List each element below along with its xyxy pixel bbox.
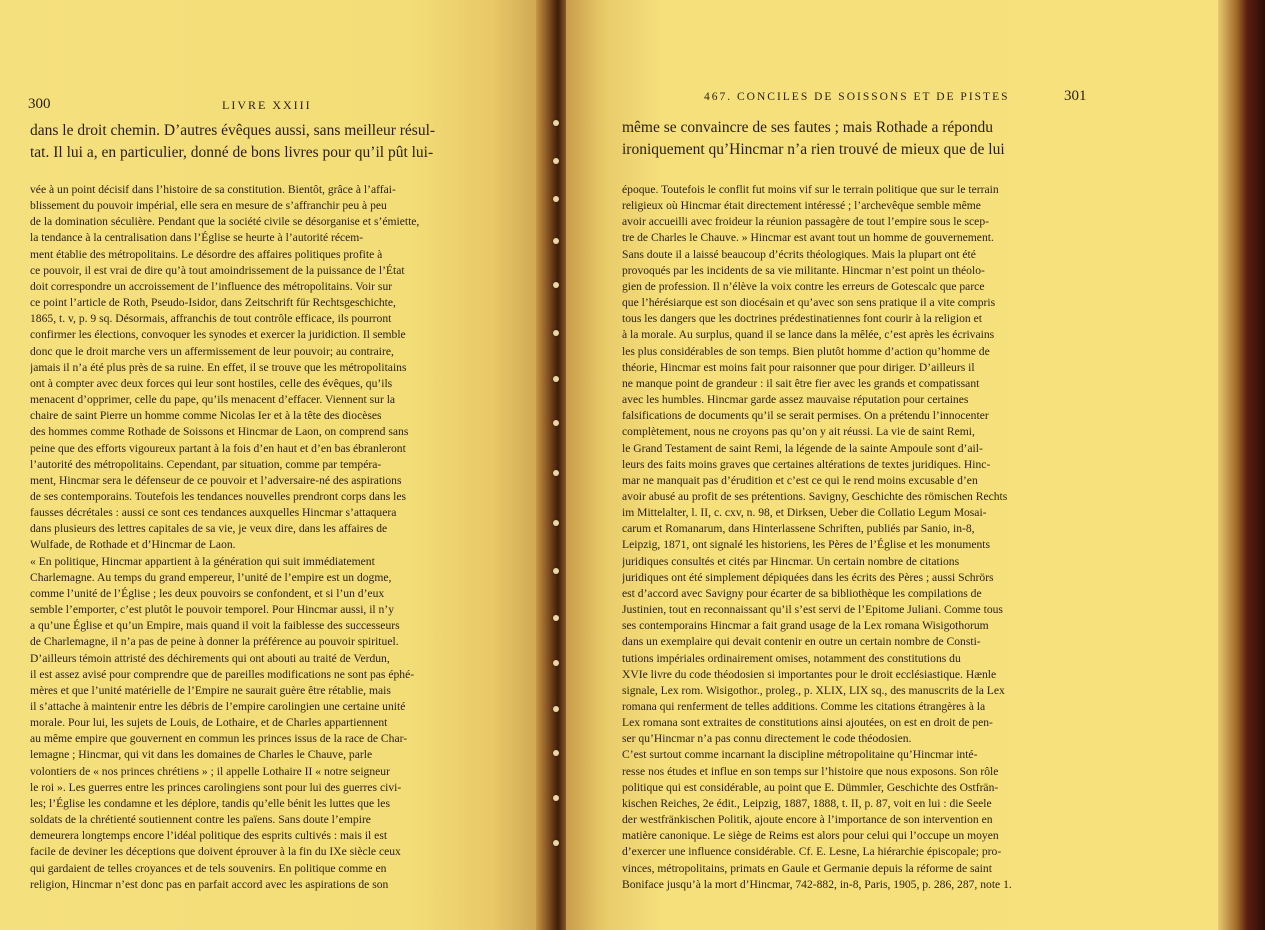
page-number: 301 xyxy=(1064,88,1087,104)
footnote-line: vée à un point décisif dans l’histoire de sa constitution. Bientôt, grâce à l’affai- xyxy=(30,183,396,196)
stitch xyxy=(553,420,559,426)
footnote-line: comme l’unité de l’Église ; les deux pouvoirs se confondent, et si l’un d’eux xyxy=(30,586,385,600)
footnote-line: Justinien, tout en reconnaissant qu’il s’est servi de l’Epitome Juliani. Comme tous xyxy=(622,603,1003,617)
stitch xyxy=(553,840,559,846)
footnote-line: avoir accueilli avec froideur la réunion passagère de tout l’empire sous le scep- xyxy=(622,215,989,229)
stitch xyxy=(553,330,559,336)
footnote-line: 1865, t. v, p. 9 sq. Désormais, affranchis de tout contrôle efficace, ils pourront xyxy=(30,312,392,326)
footnote-line: volontiers de « nos princes chrétiens » ; il appelle Lothaire II « notre seigneur xyxy=(30,764,390,778)
footnote-line: les; l’Église les condamne et les déplore, tandis qu’elle bénit les luttes que les xyxy=(30,796,390,810)
main-text xyxy=(30,120,498,164)
main-text xyxy=(622,117,1092,161)
footnote-line: avec les humbles. Hincmar garde assez mauvaise réputation pour certaines xyxy=(622,393,969,407)
stitch xyxy=(553,660,559,666)
footnote-line: il est assez avisé pour comprendre que de pareilles modifications ne sont pas éphé- xyxy=(30,667,415,681)
text-line: ironiquement qu’Hincmar n’a rien trouvé de mieux que de lui xyxy=(622,141,1005,158)
footnote-line: Lex romana sont extraites de constitutions ainsi ajoutées, on est en droit de pen- xyxy=(622,716,993,730)
footnote-line: des hommes comme Rothade de Soissons et Hincmar de Laon, on comprend sans xyxy=(30,425,409,439)
stitch xyxy=(553,238,559,244)
stitch xyxy=(553,750,559,756)
footnote-line: der westfränkischen Politik, ajoute encore à l’importance de son intervention en xyxy=(622,813,993,827)
footnote-line: de Charlemagne, il n’a pas de peine à donner la préférence au pouvoir spirituel. xyxy=(30,635,399,649)
footnote-line: le roi ». Les guerres entre les princes carolingiens sont pour lui des guerres civi- xyxy=(30,780,402,794)
footnote-line: matière canonique. Le siège de Reims est alors pour celui qui l’occupe un moyen xyxy=(622,829,999,843)
footnote-line: complètement, nous ne croyons pas qu’on y ait réussi. La vie de saint Remi, xyxy=(622,425,975,439)
footnote-line: ment, Hincmar sera le défenseur de ce pouvoir et l’adversaire-né des aspirations xyxy=(30,473,402,487)
footnote-line: a qu’une Église et qu’un Empire, mais quand il voit la faiblesse des successeurs xyxy=(30,619,400,633)
footnote-line: soldats de la chrétienté soutiennent contre les païens. Sans doute l’empire xyxy=(30,813,371,827)
footnote-line: juridiques consultés et cités par Hincmar. Un certain nombre de citations xyxy=(622,554,960,568)
page-number: 300 xyxy=(28,96,51,112)
footnote-line: au même empire que gouvernent en commun les princes issus de la race de Char- xyxy=(30,732,408,746)
stitch xyxy=(553,376,559,382)
stitch xyxy=(553,120,559,126)
footnote-line: tre de Charles le Chauve. » Hincmar est avant tout un homme de gouvernement. xyxy=(622,231,994,245)
footnote-line: époque. Toutefois le conflit fut moins vif sur le terrain politique que sur le terrain xyxy=(622,183,999,196)
footnote-line: dans plusieurs des lettres capitales de sa vie, je veux dire, dans les affaires de xyxy=(30,522,388,536)
footnote-text xyxy=(622,182,1092,893)
footnote-line: politique qui est considérable, au point que E. Dümmler, Geschichte des Ostfrän- xyxy=(622,780,999,794)
footnote-line: semble l’emporter, c’est plutôt le pouvoir temporel. Pour Hincmar aussi, il n’y xyxy=(30,603,395,617)
footnote-line: théorie, Hincmar est moins fait pour raisonner que pour diriger. D’ailleurs il xyxy=(622,360,975,374)
footnote-line: doit correspondre un accroissement de l’influence des métropolitains. Voir sur xyxy=(30,279,393,293)
footnote-line: C’est surtout comme incarnant la discipline métropolitaine qu’Hincmar inté- xyxy=(622,748,978,762)
footnote-line: ser qu’Hincmar n’a pas connu directement le code théodosien. xyxy=(622,732,912,746)
footnote-line: provoqués par les incidents de sa vie militante. Hincmar n’est point un théolo- xyxy=(622,263,985,277)
footnote-line: dans un exemplaire qui devait contenir en outre un certain nombre de Consti- xyxy=(622,635,981,649)
footnote-line: chaire de saint Pierre un homme comme Nicolas Ier et à la tête des diocèses xyxy=(30,409,382,423)
footnote-line: im Mittelalter, l. II, c. cxv, n. 98, et Dirksen, Ueber die Collatio Legum Mosai- xyxy=(622,506,987,520)
footnote-line: ce point l’article de Roth, Pseudo-Isidor, dans Zeitschrift für Rechtsgeschichte, xyxy=(30,296,396,310)
footnote-line: XVIe livre du code théodosien si importantes pour le droit ecclésiastique. Hænle xyxy=(622,667,997,681)
text-line: même se convaincre de ses fautes ; mais Rothade a répondu xyxy=(622,119,994,136)
stitch xyxy=(553,568,559,574)
text-line: tat. Il lui a, en particulier, donné de bons livres pour qu’il pût lui- xyxy=(30,144,434,161)
stitch xyxy=(553,470,559,476)
footnote-line: est d’accord avec Savigny pour écarter de sa bibliothèque les compilations de xyxy=(622,586,982,600)
stitch xyxy=(553,520,559,526)
footnote-line: la tendance à la centralisation dans l’Église se heurte à l’autorité récem- xyxy=(30,231,364,245)
stitch xyxy=(553,196,559,202)
footnote-line: romana qui renferment de telles additions. Comme les citations étrangères à la xyxy=(622,700,986,713)
stitch xyxy=(553,282,559,288)
footnote-line: vinces, métropolitains, primats en Gaule et Germanie depuis la réforme de saint xyxy=(622,861,992,875)
footnote-line: leurs des faits moins graves que certaines altérations de textes juridiques. Hinc- xyxy=(622,457,991,471)
footnote-line: ont à compter avec deux forces qui leur sont hostiles, celle des évêques, qu’ils xyxy=(30,376,393,390)
footnote-line: avoir abusé au profit de ses prétentions. Savigny, Geschichte des römischen Rechts xyxy=(622,489,1008,503)
stitch xyxy=(553,795,559,801)
footnote-line: Boniface jusqu’à la mort d’Hincmar, 742-882, in-8, Paris, 1905, p. 286, 287, note 1. xyxy=(622,877,1012,891)
footnote-line: ne manque point de grandeur : il sait être fier avec les grands et compatissant xyxy=(622,376,980,390)
footnote-line: les plus considérables de son temps. Bien plutôt homme d’action qu’homme de xyxy=(622,344,990,358)
footnote-line: facile de deviner les déceptions que doivent éprouver à la fin du IXe siècle ceux xyxy=(30,845,401,859)
stitch xyxy=(553,706,559,712)
footnote-line: Sans doute il a laissé beaucoup d’écrits théologiques. Mais la plupart ont été xyxy=(622,247,976,261)
footnote-line: donc que le droit marche vers un affermissement de leur pouvoir; au contraire, xyxy=(30,344,394,358)
footnote-line: carum et Romanarum, dans Hinterlassene Schriften, publiés par Sanio, in-8, xyxy=(622,522,975,536)
footnote-line: tutions impériales ordinairement omises, notamment des constitutions du xyxy=(622,651,961,665)
text-line: dans le droit chemin. D’autres évêques aussi, sans meilleur résul- xyxy=(30,122,436,139)
footnote-line: lemagne ; Hincmar, qui vit dans les domaines de Charles le Chauve, parle xyxy=(30,748,373,762)
footnote-line: juridiques ont été simplement dépiquées dans les écrits des Pères ; aussi Schrörs xyxy=(622,570,994,584)
book-edge xyxy=(1218,0,1265,930)
footnote-line: Charlemagne. Au temps du grand empereur, l’unité de l’empire est un dogme, xyxy=(30,570,392,584)
footnote-line: mar ne manquait pas d’érudition et c’est ce qui le rend moins excusable d’en xyxy=(622,473,978,487)
footnote-line: Wulfade, de Rothade et d’Hincmar de Laon. xyxy=(30,538,236,552)
footnote-line: Leipzig, 1871, ont signalé les historiens, les Pères de l’Église et les monuments xyxy=(622,538,991,552)
right-page xyxy=(566,0,1218,930)
footnote-line: qui gardaient de telles croyances et de tels souvenirs. En politique comme en xyxy=(30,861,387,875)
footnote-line: fausses décrétales : aussi ce sont ces tendances auxquelles Hincmar s’attaquera xyxy=(30,506,397,520)
footnote-line: que l’hérésiarque est son diocésain et qu’avec son sens pratique il a vite compris xyxy=(622,296,996,310)
left-page xyxy=(0,0,548,930)
footnote-line: peine que des efforts vigoureux partant à la fois d’en haut et d’en bas ébranleront xyxy=(30,441,406,455)
footnote-line: morale. Pour lui, les sujets de Louis, de Lothaire, et de Charles appartiennent xyxy=(30,716,388,730)
footnote-line: signale, Lex rom. Wisigothor., proleg., p. XLIX, LIX sq., des manuscrits de la Lex xyxy=(622,683,1005,697)
footnote-line: de la domination séculière. Pendant que la société civile se désorganise et s’émiette, xyxy=(30,215,420,229)
footnote-line: « En politique, Hincmar appartient à la génération qui suit immédiatement xyxy=(30,554,375,568)
footnote-line: ment établie des métropolitains. Le désordre des affaires politiques profite à xyxy=(30,247,383,261)
footnote-line: religieux où Hincmar était directement intéressé ; l’archevêque semble même xyxy=(622,199,981,213)
footnote-line: kischen Reiches, 2e édit., Leipzig, 1887, 1888, t. II, p. 87, voit en lui : die Seele xyxy=(622,796,992,810)
footnote-line: ses contemporains Hincmar a fait grand usage de la Lex romana Wisigothorum xyxy=(622,619,989,633)
footnote-line: menacent d’opprimer, celle du pape, qu’ils menacent d’effacer. Viennent sur la xyxy=(30,393,396,407)
footnote-line: ce pouvoir, il est vrai de dire qu’à tout amoindrissement de la puissance de l’État xyxy=(30,263,405,277)
stitch xyxy=(553,158,559,164)
footnote-line: blissement du pouvoir impérial, elle sera en mesure de s’affranchir peu à peu xyxy=(30,199,387,213)
footnote-line: le Grand Testament de saint Remi, la légende de la sainte Ampoule sont d’ail- xyxy=(622,441,983,455)
footnote-line: à la morale. Au surplus, quand il se lance dans la mêlée, c’est après les écrivains xyxy=(622,328,995,342)
footnote-line: il s’attache à maintenir entre les débris de l’empire carolingien une certaine unité xyxy=(30,700,406,713)
footnote-line: religion, Hincmar n’est donc pas en parfait accord avec les aspirations de son xyxy=(30,877,389,891)
footnote-line: resse nos études et influe en son temps sur l’histoire que nous exposons. Son rôle xyxy=(622,764,999,778)
footnote-line: de ses contemporains. Toutefois les tendances nouvelles prendront corps dans les xyxy=(30,489,406,503)
footnote-line: tous les dangers que les doctrines prédestinatiennes font courir à la religion et xyxy=(622,312,982,326)
footnote-text xyxy=(30,182,508,893)
footnote-line: demeurera longtemps encore l’idéal politique des esprits cultivés : mais il est xyxy=(30,829,388,843)
footnote-line: mères et que l’unité matérielle de l’Empire ne saurait guère être rétablie, mais xyxy=(30,683,391,697)
footnote-line: D’ailleurs témoin attristé des déchirements qui ont abouti au traité de Verdun, xyxy=(30,651,390,665)
running-head: LIVRE XXIII xyxy=(222,98,312,112)
footnote-line: jamais il n’a été plus près de sa ruine. En effet, il se trouve que les métropolitains xyxy=(30,360,407,374)
footnote-line: falsifications de documents qu’il se serait permises. On a prétendu l’innocenter xyxy=(622,409,989,423)
stitch xyxy=(553,615,559,621)
running-head: 467. CONCILES DE SOISSONS ET DE PISTES xyxy=(704,91,1010,103)
footnote-line: l’autorité des métropolitains. Cependant, par situation, comme par tempéra- xyxy=(30,457,382,471)
footnote-line: d’exercer une influence considérable. Cf. E. Lesne, La hiérarchie épiscopale; pro- xyxy=(622,845,1002,859)
footnote-line: gien de profession. Il n’élève la voix contre les erreurs de Gotescalc que parce xyxy=(622,279,985,293)
footnote-line: confirmer les élections, convoquer les synodes et exercer la juridiction. Il semble xyxy=(30,328,406,342)
